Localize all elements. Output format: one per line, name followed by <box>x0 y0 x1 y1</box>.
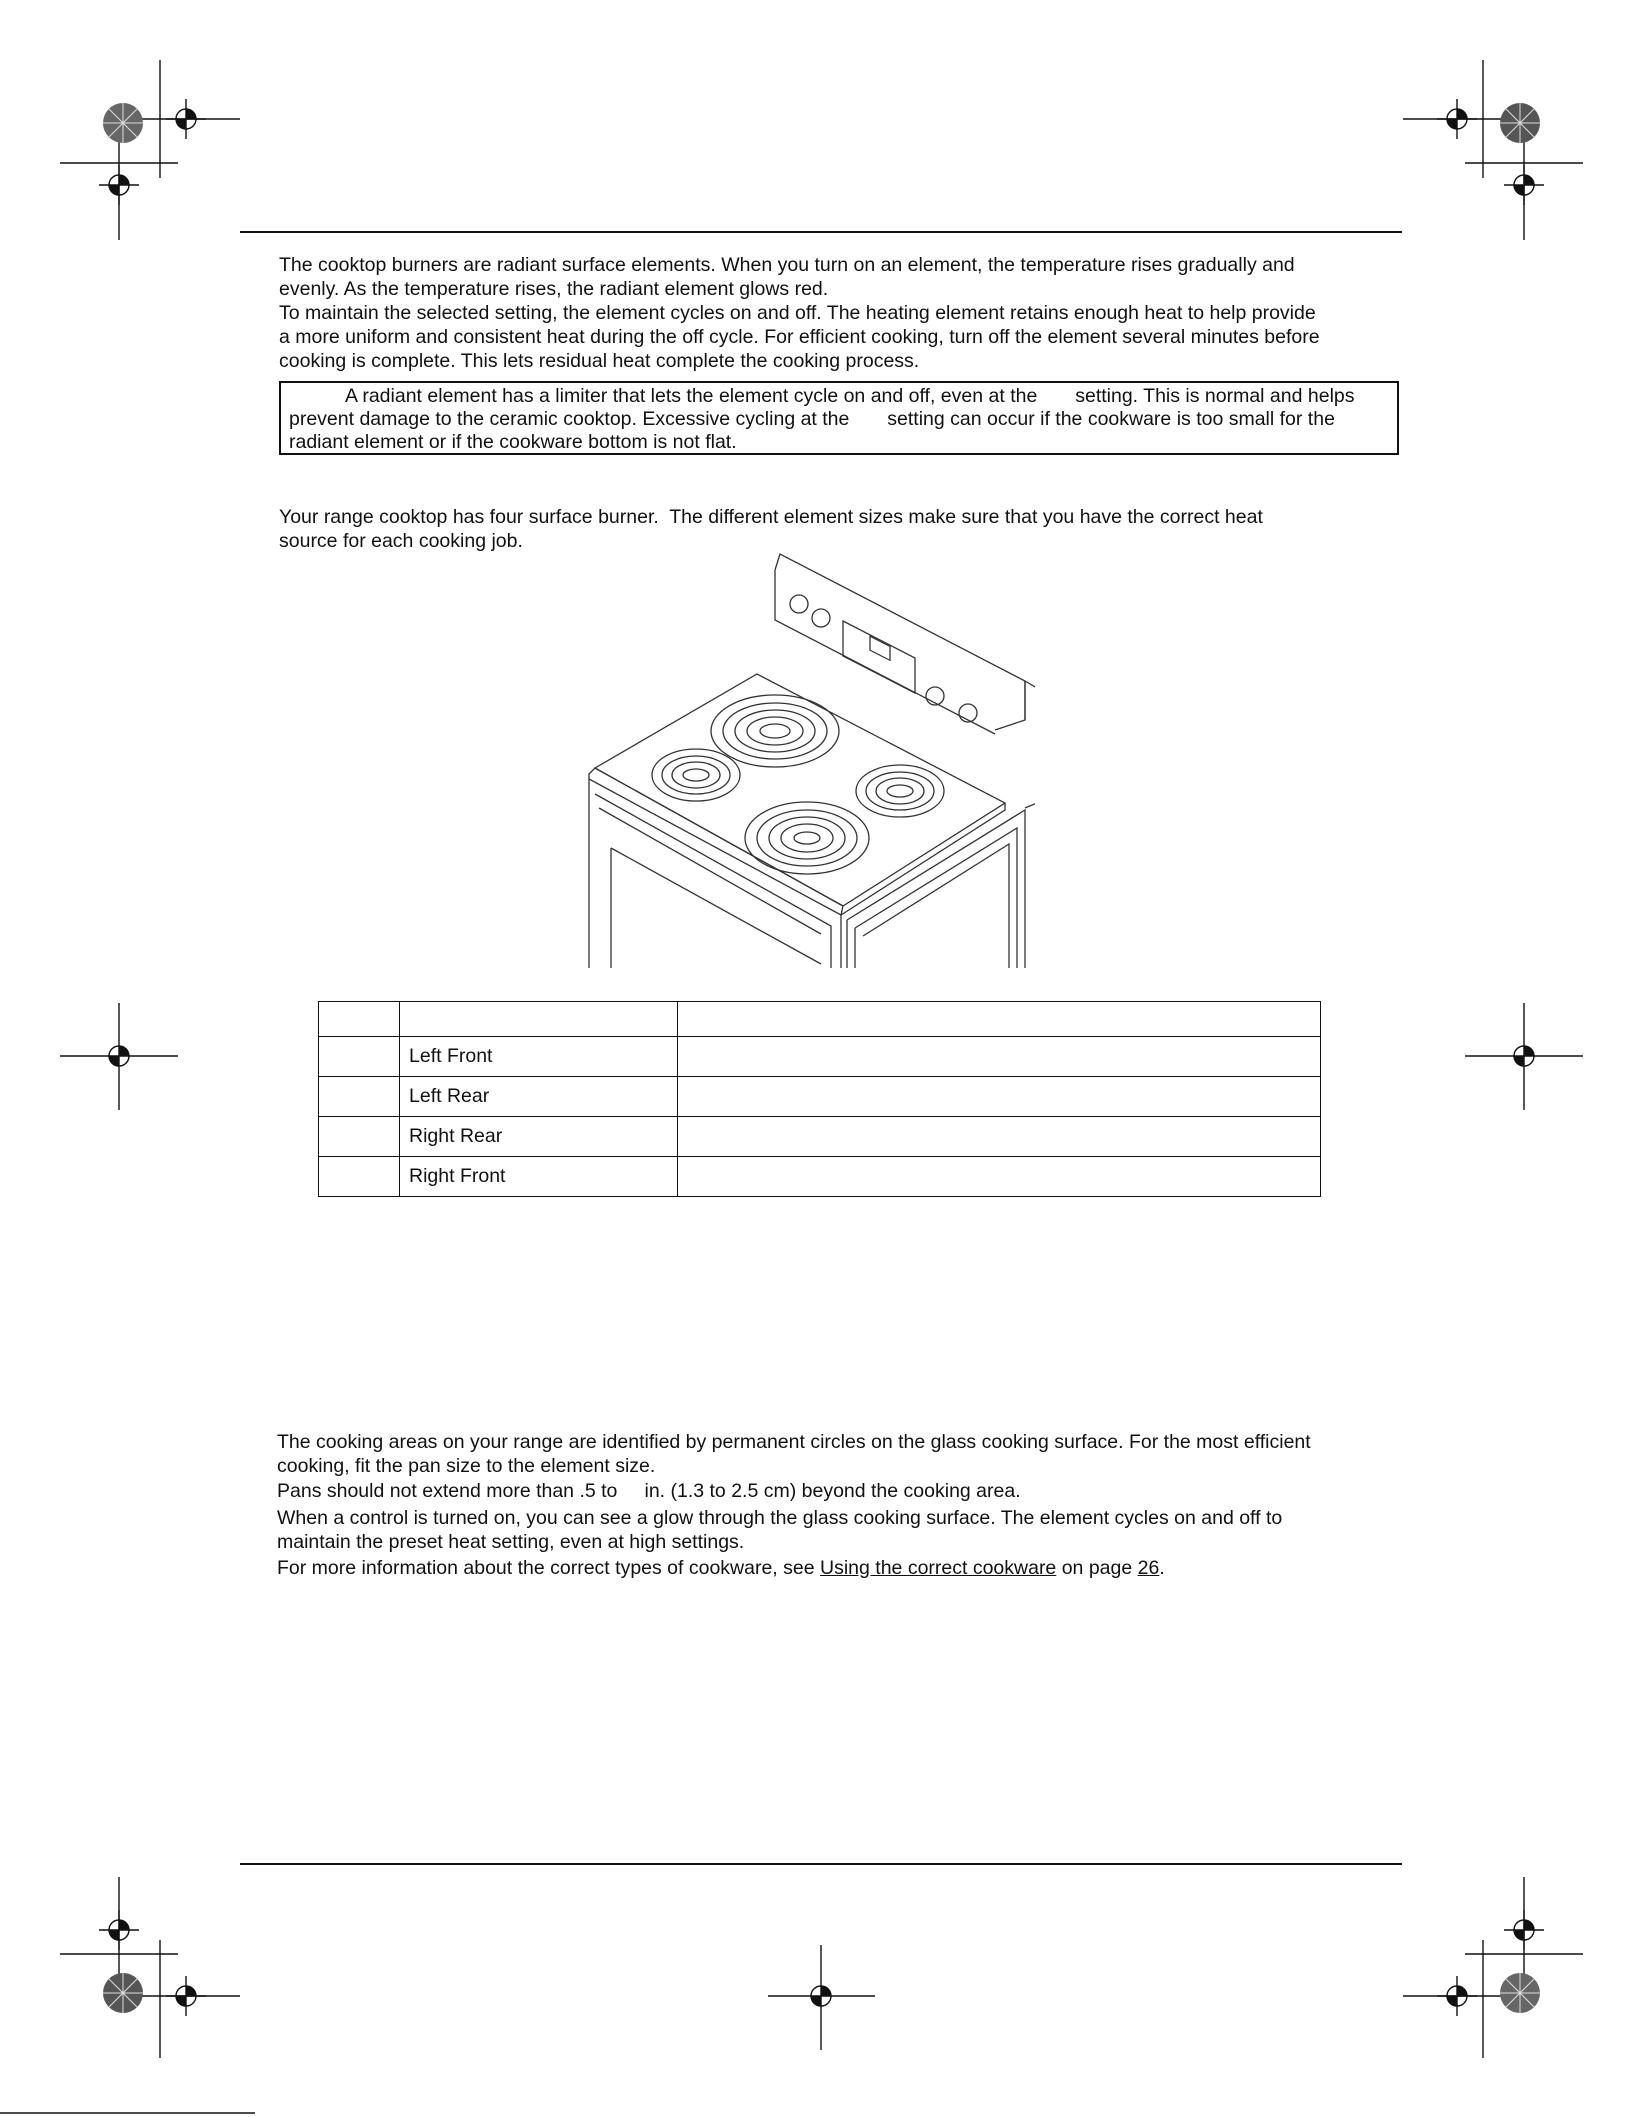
burner-location-cell: Right Front <box>400 1157 678 1197</box>
cooking-areas-paragraph-1: The cooking areas on your range are identified by permanent circles on the glass cooking surface. For the most efficient cooking, fit the pan size to the element size. <box>277 1431 1311 1477</box>
note-box: A radiant element has a limiter that lets the element cycle on and off, even at the setting. This is normal and helps prevent damage to the ceramic cooktop. Excessive cycling at the setting can occur if the cookware is too small for the radiant element or if the cookware bottom is not flat. <box>279 381 1399 455</box>
locations-paragraph: Your range cooktop has four surface burner. The different element sizes make sure that you have the correct heat source for each cooking job. <box>279 506 1263 552</box>
cookware-link[interactable]: Using the correct cookware <box>820 1557 1057 1579</box>
footer-rule <box>240 1863 1402 1865</box>
intro-paragraph-1: The cooktop burners are radiant surface elements. When you turn on an element, the temperature rises gradually and evenly. As the temperature rises, the radiant element glows red. <box>279 254 1295 300</box>
table-row <box>319 1077 1321 1117</box>
cooking-areas-paragraph-2: Pans should not extend more than .5 to in. (1.3 to 2.5 cm) beyond the cooking area. <box>277 1480 1021 1502</box>
header-rule <box>240 231 1402 233</box>
table-header-row <box>319 1002 1321 1037</box>
cooking-areas-paragraph-4: For more information about the correct types of cookware, see Using the correct cookware on page 26. <box>277 1557 1165 1579</box>
burner-location-cell: Left Rear <box>400 1077 678 1117</box>
table-row <box>319 1037 1321 1077</box>
burner-location-table <box>318 1001 1321 1197</box>
burner-location-cell: Left Front <box>400 1037 678 1077</box>
table-row <box>319 1157 1321 1197</box>
intro-paragraph-2: To maintain the selected setting, the element cycles on and off. The heating element retains enough heat to help provide a more uniform and consistent heat during the off cycle. For efficient cooking, turn off the element several minutes before cooking is complete. This lets residual heat complete the cooking process. <box>279 302 1320 372</box>
range-illustration <box>585 548 1035 968</box>
burner-location-cell: Right Rear <box>400 1117 678 1157</box>
table-row <box>319 1117 1321 1157</box>
cooking-areas-paragraph-3: When a control is turned on, you can see a glow through the glass cooking surface. The element cycles on and off to maintain the preset heat setting, even at high settings. <box>277 1507 1283 1553</box>
page-26-link[interactable]: 26 <box>1137 1557 1160 1579</box>
